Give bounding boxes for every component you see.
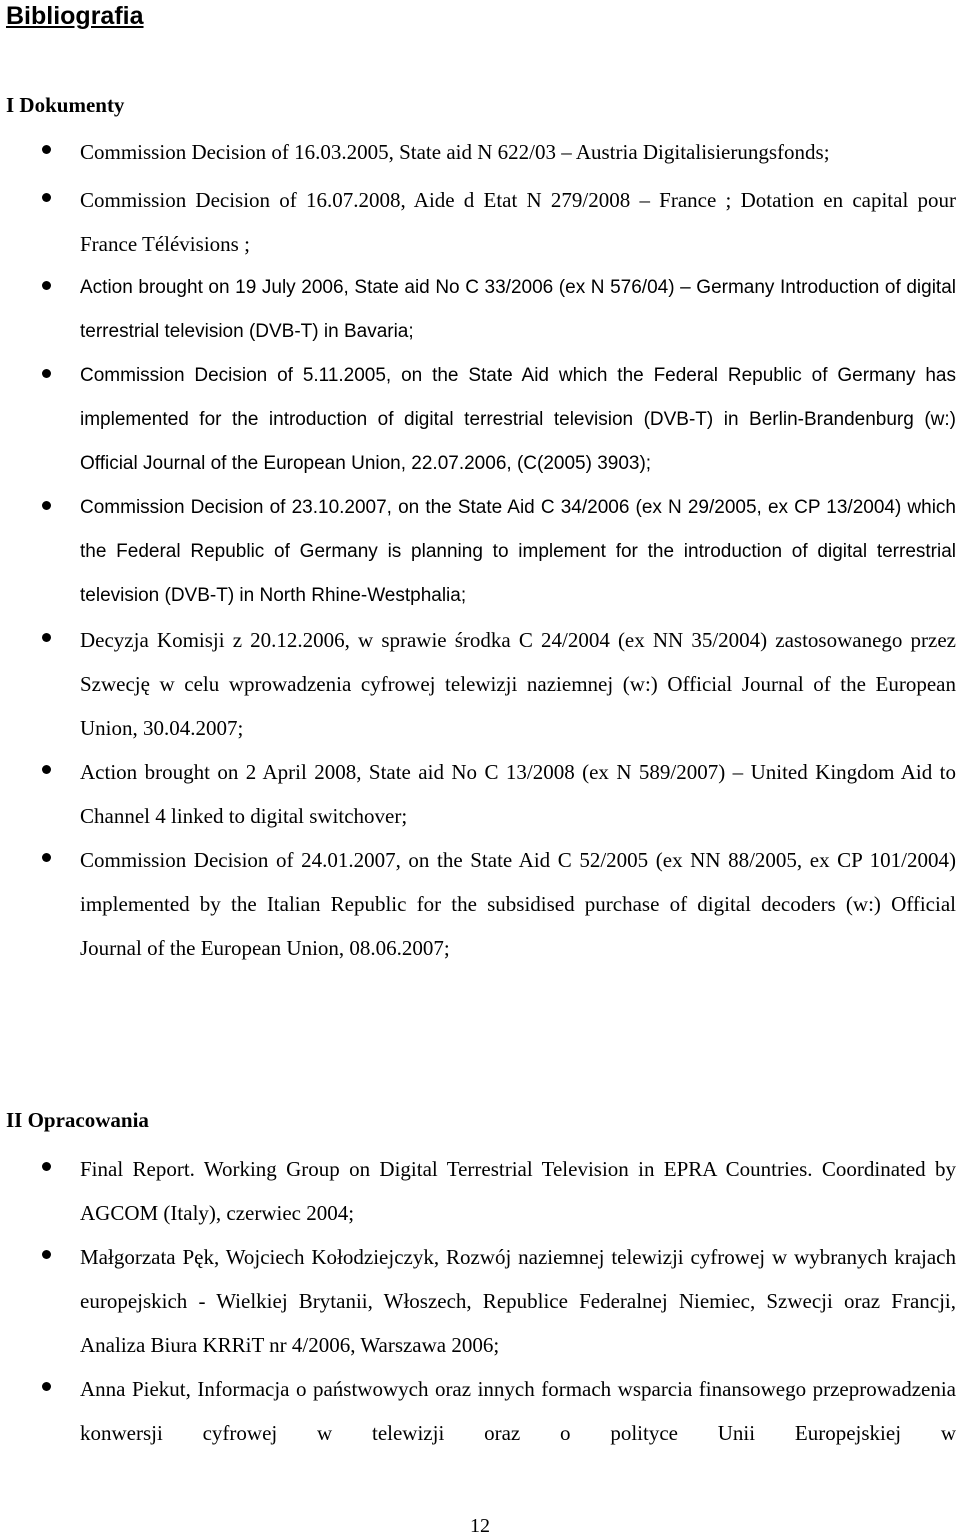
list-item — [0, 750, 956, 838]
list-item — [0, 178, 956, 266]
bullet-icon — [42, 1250, 51, 1259]
list-item-text: Commission Decision of 5.11.2005, on the State Aid which the Federal Republic of Germany has implemented for the introduction of digital terrestrial television (DVB-T) in Berlin-Brandenburg (w:) Official Journal of the European Union, 22.07.2006, (C(2005) 3903); — [80, 365, 956, 474]
list-item-text: Anna Piekut, Informacja o państwowych oraz innych formach wsparcia finansowego przeprowadzenia konwersji cyfrowej w telewizji oraz o polityce Unii Europejskiej w — [80, 1377, 956, 1445]
page-number: 12 — [470, 1515, 490, 1537]
section-heading-opracowania: II Opracowania — [6, 1108, 149, 1132]
bullet-icon — [42, 501, 51, 510]
list-item-text: Małgorzata Pęk, Wojciech Kołodziejczyk, Rozwój naziemnej telewizji cyfrowej w wybranych krajach europejskich - Wielkiej Brytanii, Włoszech, Republice Federalnej Niemiec, Szwecji oraz Francji, Analiza Biura KRRiT nr 4/2006, Warszawa 2006; — [80, 1245, 956, 1357]
list-item-text: Commission Decision of 23.10.2007, on the State Aid C 34/2006 (ex N 29/2005, ex CP 13/2004) which the Federal Republic of Germany is planning to implement for the introduction of digital terrestrial television (DVB-T) in North Rhine-Westphalia; — [80, 497, 956, 606]
list-item-text: Commission Decision of 16.07.2008, Aide d Etat N 279/2008 – France ; Dotation en capital pour France Télévisions ; — [80, 188, 956, 256]
bullet-icon — [42, 765, 51, 774]
list-item — [0, 1367, 956, 1455]
list-item-text: Action brought on 2 April 2008, State aid No C 13/2008 (ex N 589/2007) – United Kingdom Aid to Channel 4 linked to digital switchover; — [80, 760, 956, 828]
list-item — [0, 354, 956, 486]
bullet-icon — [42, 281, 51, 290]
bullet-icon — [42, 145, 51, 154]
list-item — [0, 1147, 956, 1235]
bullet-icon — [42, 1162, 51, 1171]
list-item — [0, 266, 956, 354]
list-item-text: Final Report. Working Group on Digital Terrestrial Television in EPRA Countries. Coordinated by AGCOM (Italy), czerwiec 2004; — [80, 1157, 956, 1225]
bullet-icon — [42, 853, 51, 862]
list-item-text: Action brought on 19 July 2006, State aid No C 33/2006 (ex N 576/04) – Germany Introduction of digital terrestrial television (DVB-T) in Bavaria; — [80, 277, 956, 342]
list-item-text: Decyzja Komisji z 20.12.2006, w sprawie środka C 24/2004 (ex NN 35/2004) zastosowanego przez Szwecję w celu wprowadzenia cyfrowej telewizji naziemnej (w:) Official Journal of the European Union, 30.04.2007; — [80, 628, 956, 740]
bullet-icon — [42, 193, 51, 202]
list-item-text: Commission Decision of 16.03.2005, State aid N 622/03 – Austria Digitalisierungsfonds; — [80, 140, 830, 164]
list-item — [0, 130, 956, 174]
dokumenty-list — [0, 130, 960, 970]
list-item — [0, 486, 956, 618]
opracowania-list — [0, 1147, 960, 1455]
bullet-icon — [42, 1382, 51, 1391]
bullet-icon — [42, 633, 51, 642]
list-item — [0, 618, 956, 750]
list-item — [0, 838, 956, 970]
section-heading-dokumenty: I Dokumenty — [6, 93, 125, 117]
list-item — [0, 1235, 956, 1367]
list-item-text: Commission Decision of 24.01.2007, on the State Aid C 52/2005 (ex NN 88/2005, ex CP 101/2004) implemented by the Italian Republic for the subsidised purchase of digital decoders (w:) Official Journal of the European Union, 08.06.2007; — [80, 848, 956, 960]
page-title: Bibliografia — [6, 2, 144, 30]
bullet-icon — [42, 369, 51, 378]
